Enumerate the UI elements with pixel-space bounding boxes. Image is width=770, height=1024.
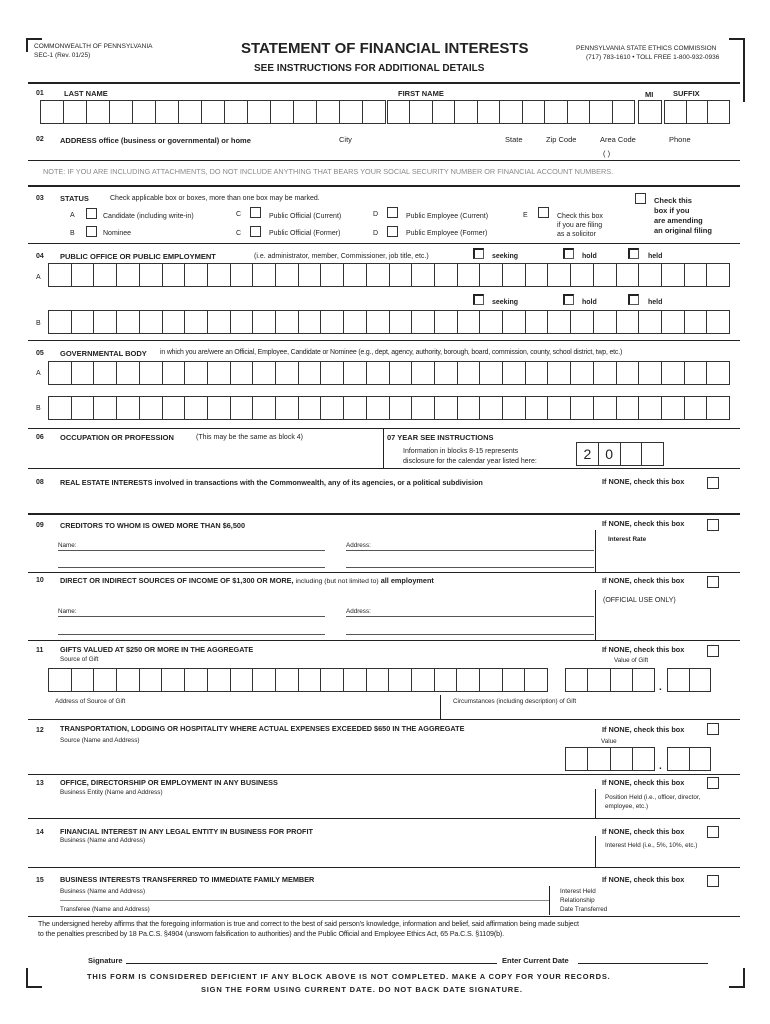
none-checkbox-09[interactable] xyxy=(707,519,719,531)
state-label: State xyxy=(505,135,523,144)
income-name-label: Name: xyxy=(58,608,77,615)
held-checkbox-a[interactable] xyxy=(628,248,639,259)
status-letter-d: D xyxy=(373,230,379,237)
public-office-hint: (i.e. administrator, member, Commissioner, job title, etc.) xyxy=(254,253,429,260)
position-held-label-1: Position Held (i.e., officer, director, xyxy=(605,794,701,801)
status-letter-b: B xyxy=(70,230,75,237)
section-number: 04 xyxy=(36,253,44,260)
signature-line[interactable] xyxy=(126,963,497,964)
seeking-label-b: seeking xyxy=(492,299,519,306)
divider xyxy=(28,916,740,917)
public-office-input-a[interactable] xyxy=(48,263,730,287)
amending-label-3: are amending xyxy=(654,216,703,225)
hold-label-a: hold xyxy=(582,253,597,260)
status-letter-d: D xyxy=(373,211,379,218)
city-label: City xyxy=(339,135,352,144)
affirmation-line-1: The undersigned hereby affirms that the foregoing information is true and correct to the best of said person's knowledge, information and belief, said affirmation being made subject xyxy=(38,920,579,928)
office-directorship-label: OFFICE, DIRECTORSHIP OR EMPLOYMENT IN ANY BUSINESS xyxy=(60,778,278,787)
transportation-source-label: Source (Name and Address) xyxy=(60,737,140,744)
none-label: If NONE, check this box xyxy=(602,827,685,836)
section-number: 05 xyxy=(36,350,44,357)
decimal-point: . xyxy=(659,761,662,772)
divider xyxy=(28,867,740,868)
year-info-2: disclosure for the calendar year listed here: xyxy=(403,458,537,465)
nominee-checkbox[interactable] xyxy=(86,226,97,237)
gift-cents-input[interactable] xyxy=(667,668,711,692)
official-former-label: Public Official (Former) xyxy=(269,230,341,237)
income-label-c: all employment xyxy=(380,576,434,585)
employee-former-label: Public Employee (Former) xyxy=(406,230,488,237)
current-date-line[interactable] xyxy=(578,963,708,964)
none-checkbox-13[interactable] xyxy=(707,777,719,789)
employee-current-label: Public Employee (Current) xyxy=(406,213,489,220)
section-number: 12 xyxy=(36,727,44,734)
none-label: If NONE, check this box xyxy=(602,875,685,884)
divider xyxy=(28,428,740,429)
area-code-parens: ( ) xyxy=(603,149,611,158)
section-number: 10 xyxy=(36,577,44,584)
none-checkbox-12[interactable] xyxy=(707,723,719,735)
income-address-line-2[interactable] xyxy=(346,634,594,635)
divider xyxy=(28,340,740,341)
business-label: Business (Name and Address) xyxy=(60,837,146,844)
divider xyxy=(28,774,740,775)
none-checkbox-08[interactable] xyxy=(707,477,719,489)
income-label xyxy=(60,577,434,586)
seeking-checkbox-a[interactable] xyxy=(473,248,484,259)
seeking-checkbox-b[interactable] xyxy=(473,294,484,305)
gift-address-label: Address of Source of Gift xyxy=(55,698,126,705)
divider xyxy=(28,818,740,819)
transfer-business-label: Business (Name and Address) xyxy=(60,888,146,895)
divider xyxy=(28,468,740,469)
ssn-note: NOTE: IF YOU ARE INCLUDING ATTACHMENTS, DO NOT INCLUDE ANYTHING THAT BEARS YOUR SOCIAL SECURITY NUMBER OR FINANCIAL ACCOUNT NUMBERS. xyxy=(43,167,614,176)
income-label-b: including (but not limited to) xyxy=(295,578,379,585)
transferred-interests-label: BUSINESS INTERESTS TRANSFERRED TO IMMEDIATE FAMILY MEMBER xyxy=(60,875,315,884)
gift-value-label: Value of Gift xyxy=(614,657,649,664)
official-use-label: (OFFICIAL USE ONLY) xyxy=(603,597,676,604)
section-number: 01 xyxy=(36,90,44,97)
divider xyxy=(595,836,596,867)
income-name-line[interactable] xyxy=(58,616,325,617)
address-label: ADDRESS office (business or governmental) or home xyxy=(60,136,251,145)
status-letter-a: A xyxy=(70,212,75,219)
official-current-checkbox[interactable] xyxy=(250,207,261,218)
page-subtitle: SEE INSTRUCTIONS FOR ADDITIONAL DETAILS xyxy=(254,63,485,74)
divider xyxy=(28,572,740,573)
nominee-label: Nominee xyxy=(103,230,132,237)
held-label-b: held xyxy=(648,299,663,306)
occupation-hint: (This may be the same as block 4) xyxy=(196,434,303,441)
first-name-label: FIRST NAME xyxy=(398,89,444,98)
section-number: 14 xyxy=(36,829,44,836)
position-held-label-2: employee, etc.) xyxy=(605,803,649,810)
year-label: 07 YEAR SEE INSTRUCTIONS xyxy=(387,433,494,442)
amending-checkbox[interactable] xyxy=(635,193,646,204)
commission-name: PENNSYLVANIA STATE ETHICS COMMISSION xyxy=(576,45,717,52)
financial-interest-label: FINANCIAL INTEREST IN ANY LEGAL ENTITY IN BUSINESS FOR PROFIT xyxy=(60,827,313,836)
income-address-line[interactable] xyxy=(346,616,594,617)
hold-checkbox-b[interactable] xyxy=(563,294,574,305)
none-label: If NONE, check this box xyxy=(602,725,685,734)
divider xyxy=(28,185,740,187)
governmental-body-input-b[interactable] xyxy=(48,396,730,420)
amending-label-4: an original filing xyxy=(654,226,712,235)
last-name-label: LAST NAME xyxy=(64,89,108,98)
official-current-label: Public Official (Current) xyxy=(269,213,342,220)
none-label: If NONE, check this box xyxy=(602,778,685,787)
divider xyxy=(595,789,596,818)
held-label-a: held xyxy=(648,253,663,260)
divider xyxy=(28,640,740,641)
gift-value-input[interactable] xyxy=(565,668,655,692)
zip-label: Zip Code xyxy=(546,135,577,144)
suffix-label: SUFFIX xyxy=(673,89,700,98)
section-number: 15 xyxy=(36,877,44,884)
none-label: If NONE, check this box xyxy=(602,645,685,654)
corner-bracket-top-right xyxy=(729,38,745,102)
public-office-input-b[interactable] xyxy=(48,310,730,334)
governmental-body-input-a[interactable] xyxy=(48,361,730,385)
seeking-label-a: seeking xyxy=(492,253,519,260)
divider xyxy=(383,428,384,468)
candidate-label: Candidate (including write-in) xyxy=(103,213,194,220)
solicitor-label-2: if you are filing xyxy=(557,222,603,229)
transportation-cents-input[interactable] xyxy=(667,747,711,771)
income-address-label: Address: xyxy=(346,608,371,615)
phone-label: Phone xyxy=(669,135,691,144)
status-letter-c: C xyxy=(236,230,242,237)
amending-label-2: box if you xyxy=(654,206,690,215)
divider xyxy=(60,900,549,901)
none-checkbox-11[interactable] xyxy=(707,645,719,657)
hold-checkbox-a[interactable] xyxy=(563,248,574,259)
none-label: If NONE, check this box xyxy=(602,519,685,528)
none-checkbox-10[interactable] xyxy=(707,576,719,588)
first-name-input[interactable] xyxy=(387,100,635,124)
gift-source-label: Source of Gift xyxy=(60,656,99,663)
footer-warning-1: THIS FORM IS CONSIDERED DEFICIENT IF ANY BLOCK ABOVE IS NOT COMPLETED. MAKE A COPY FOR YOUR RECORDS. xyxy=(87,972,611,981)
creditor-address-line[interactable] xyxy=(346,550,594,551)
transfer-relationship-label: Relationship xyxy=(560,897,595,904)
transferee-label: Transferee (Name and Address) xyxy=(60,906,150,913)
divider xyxy=(28,719,740,720)
employee-current-checkbox[interactable] xyxy=(387,207,398,218)
none-checkbox-14[interactable] xyxy=(707,826,719,838)
divider xyxy=(28,160,740,161)
governmental-body-hint: in which you are/were an Official, Employee, Candidate or Nominee (e.g., dept, agency, authority, borough, board, commission, county, school district, twp, etc.) xyxy=(160,349,623,356)
section-number: 13 xyxy=(36,780,44,787)
real-estate-label: REAL ESTATE INTERESTS involved in transactions with the Commonwealth, any of its agencies, or a political subdivision xyxy=(60,478,483,487)
creditor-address-label: Address: xyxy=(346,542,371,549)
income-label-a: DIRECT OR INDIRECT SOURCES OF INCOME OF $1,300 OR MORE, xyxy=(60,576,294,585)
divider xyxy=(595,590,596,640)
divider xyxy=(28,513,740,515)
gifts-label: GIFTS VALUED AT $250 OR MORE IN THE AGGREGATE xyxy=(60,645,254,654)
divider xyxy=(595,530,596,572)
creditors-label: CREDITORS TO WHOM IS OWED MORE THAN $6,500 xyxy=(60,521,246,530)
divider xyxy=(28,82,740,84)
transportation-label: TRANSPORTATION, LODGING OR HOSPITALITY WHERE ACTUAL EXPENSES EXCEEDED $650 IN THE AGGREGATE xyxy=(60,724,465,733)
interest-rate-label: Interest Rate xyxy=(608,536,647,543)
decimal-point: . xyxy=(659,682,662,693)
section-number: 08 xyxy=(36,479,44,486)
gift-source-input[interactable] xyxy=(48,668,548,692)
affirmation-line-2: to the penalties prescribed by 18 Pa.C.S. §4904 (unsworn falsification to authorities) and the Public Official and Employee Ethics Act, 65 Pa.C.S. §1109(b). xyxy=(38,930,505,938)
mi-input[interactable] xyxy=(638,100,662,124)
income-name-line-2[interactable] xyxy=(58,634,325,635)
status-letter-c: C xyxy=(236,211,242,218)
occupation-label: OCCUPATION OR PROFESSION xyxy=(60,433,174,442)
status-letter-e: E xyxy=(523,212,528,219)
section-number: 02 xyxy=(36,136,44,143)
solicitor-label-1: Check this box xyxy=(557,213,603,220)
divider xyxy=(28,243,740,244)
section-number: 06 xyxy=(36,434,44,441)
commission-phones: (717) 783-1610 • TOLL FREE 1-800-932-0936 xyxy=(586,54,720,61)
transfer-date-label: Date Transferred xyxy=(560,906,608,913)
row-letter-a: A xyxy=(36,370,41,377)
interest-held-label: Interest Held (i.e., 5%, 10%, etc.) xyxy=(605,842,698,849)
divider xyxy=(440,695,441,720)
creditor-name-line-2[interactable] xyxy=(58,567,325,568)
transportation-value-input[interactable] xyxy=(565,747,655,771)
mi-label: MI xyxy=(645,90,654,99)
transfer-interest-held-label: Interest Held xyxy=(560,888,596,895)
public-office-label: PUBLIC OFFICE OR PUBLIC EMPLOYMENT xyxy=(60,252,216,261)
signature-label: Signature xyxy=(88,956,123,965)
governmental-body-label: GOVERNMENTAL BODY xyxy=(60,349,147,358)
none-checkbox-15[interactable] xyxy=(707,875,719,887)
row-letter-b: B xyxy=(36,320,41,327)
corner-bracket-bottom-right xyxy=(729,968,745,988)
section-number: 09 xyxy=(36,522,44,529)
area-code-label: Area Code xyxy=(600,135,636,144)
none-label: If NONE, check this box xyxy=(602,477,685,486)
year-info-1: Information in blocks 8-15 represents xyxy=(403,448,519,455)
official-former-checkbox[interactable] xyxy=(250,226,261,237)
section-number: 03 xyxy=(36,195,44,202)
creditor-address-line-2[interactable] xyxy=(346,567,594,568)
solicitor-checkbox[interactable] xyxy=(538,207,549,218)
current-date-label: Enter Current Date xyxy=(502,956,569,965)
year-input[interactable] xyxy=(576,442,664,466)
hold-label-b: hold xyxy=(582,299,597,306)
transportation-value-label: Value xyxy=(601,738,617,745)
suffix-input[interactable] xyxy=(664,100,730,124)
creditor-name-label: Name: xyxy=(58,542,77,549)
employee-former-checkbox[interactable] xyxy=(387,226,398,237)
page-title: STATEMENT OF FINANCIAL INTERESTS xyxy=(241,40,529,57)
held-checkbox-b[interactable] xyxy=(628,294,639,305)
section-number: 11 xyxy=(36,647,44,654)
divider xyxy=(549,886,550,915)
candidate-checkbox[interactable] xyxy=(86,208,97,219)
gift-circumstances-label: Circumstances (including description) of Gift xyxy=(453,698,577,705)
year-digit-1: 2 xyxy=(576,442,598,466)
year-digit-2: 0 xyxy=(598,442,620,466)
business-entity-label: Business Entity (Name and Address) xyxy=(60,789,163,796)
none-label: If NONE, check this box xyxy=(602,576,685,585)
status-instructions: Check applicable box or boxes, more than one box may be marked. xyxy=(110,195,320,202)
status-label: STATUS xyxy=(60,194,89,203)
footer-warning-2: SIGN THE FORM USING CURRENT DATE. DO NOT BACK DATE SIGNATURE. xyxy=(201,985,523,994)
creditor-name-line[interactable] xyxy=(58,550,325,551)
solicitor-label-3: as a solicitor xyxy=(557,231,596,238)
amending-label-1: Check this xyxy=(654,196,692,205)
row-letter-a: A xyxy=(36,274,41,281)
row-letter-b: B xyxy=(36,405,41,412)
corner-bracket-bottom-left xyxy=(26,968,42,988)
last-name-input[interactable] xyxy=(40,100,386,124)
agency-line1: COMMONWEALTH OF PENNSYLVANIA xyxy=(34,43,153,50)
form-revision: SEC-1 (Rev. 01/25) xyxy=(34,52,91,59)
